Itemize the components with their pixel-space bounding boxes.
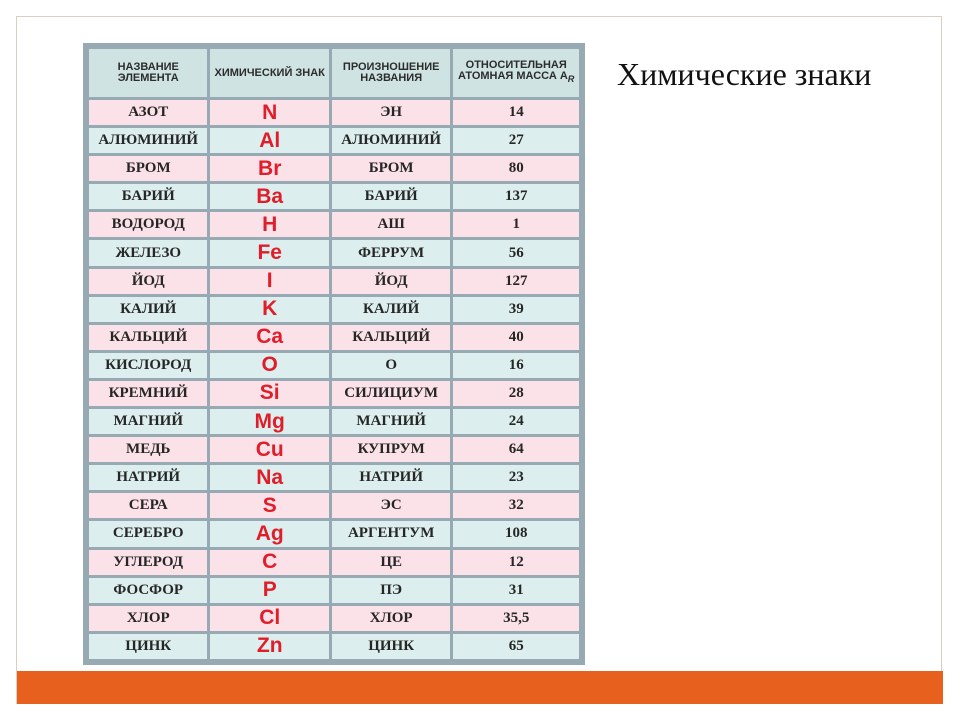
element-name-cell: ЦИНК <box>89 634 207 659</box>
element-name-cell: АЗОТ <box>89 100 207 125</box>
element-name-cell: МАГНИЙ <box>89 409 207 434</box>
element-name-cell: БРОМ <box>89 156 207 181</box>
table-row <box>89 634 579 659</box>
table-row <box>89 325 579 350</box>
table-row <box>89 128 579 153</box>
page-title: Химические знаки <box>617 56 872 92</box>
table-body <box>89 100 579 659</box>
table-header-row <box>89 49 579 97</box>
table-row <box>89 437 579 462</box>
chemical-symbol-cell: Zn <box>210 634 328 659</box>
header-atomic-mass-text: ОТНОСИТЕЛЬНАЯ АТОМНАЯ МАССА A <box>457 59 568 83</box>
element-name-cell: КАЛЬЦИЙ <box>89 325 207 350</box>
chemical-symbol-cell: Al <box>210 128 328 153</box>
chemical-symbol-cell: Fe <box>210 240 328 265</box>
table-row <box>89 240 579 265</box>
atomic-mass-cell: 64 <box>453 437 579 462</box>
table-row <box>89 465 579 490</box>
chemical-symbol-cell: N <box>210 100 328 125</box>
element-name-cell: КРЕМНИЙ <box>89 381 207 406</box>
table-row <box>89 269 579 294</box>
chemical-symbol-cell: P <box>210 578 328 603</box>
chemical-symbol-cell: S <box>210 493 328 518</box>
chemical-symbol-cell: Si <box>210 381 328 406</box>
element-name-cell: КИСЛОРОД <box>89 353 207 378</box>
table-row <box>89 493 579 518</box>
pronunciation-cell: ЦЕ <box>332 550 450 575</box>
chemical-symbol-cell: Br <box>210 156 328 181</box>
atomic-mass-cell: 24 <box>453 409 579 434</box>
element-name-cell: СЕРА <box>89 493 207 518</box>
atomic-mass-cell: 28 <box>453 381 579 406</box>
element-name-cell: ХЛОР <box>89 606 207 631</box>
header-element-name: НАЗВАНИЕ ЭЛЕМЕНТА <box>89 49 207 97</box>
element-name-cell: КАЛИЙ <box>89 297 207 322</box>
chemical-symbol-cell: Ba <box>210 184 328 209</box>
table-row <box>89 550 579 575</box>
chemical-symbol-cell: Ca <box>210 325 328 350</box>
table-row <box>89 521 579 546</box>
chemical-symbol-cell: K <box>210 297 328 322</box>
atomic-mass-cell: 35,5 <box>453 606 579 631</box>
header-chemical-symbol: ХИМИЧЕСКИЙ ЗНАК <box>210 49 328 97</box>
atomic-mass-cell: 127 <box>453 269 579 294</box>
elements-table <box>86 46 582 662</box>
element-name-cell: ВОДОРОД <box>89 212 207 237</box>
pronunciation-cell: ХЛОР <box>332 606 450 631</box>
element-name-cell: МЕДЬ <box>89 437 207 462</box>
atomic-mass-cell: 27 <box>453 128 579 153</box>
header-pronunciation: ПРОИЗНОШЕНИЕ НАЗВАНИЯ <box>332 49 450 97</box>
element-name-cell: СЕРЕБРО <box>89 521 207 546</box>
atomic-mass-cell: 65 <box>453 634 579 659</box>
element-name-cell: ЖЕЛЕЗО <box>89 240 207 265</box>
atomic-mass-cell: 14 <box>453 100 579 125</box>
chemical-symbol-cell: C <box>210 550 328 575</box>
header-atomic-mass-subscript: R <box>567 74 575 85</box>
chemical-symbol-cell: Mg <box>210 409 328 434</box>
pronunciation-cell: БАРИЙ <box>332 184 450 209</box>
atomic-mass-cell: 39 <box>453 297 579 322</box>
pronunciation-cell: МАГНИЙ <box>332 409 450 434</box>
pronunciation-cell: АШ <box>332 212 450 237</box>
atomic-mass-cell: 16 <box>453 353 579 378</box>
elements-table-wrapper <box>83 43 585 665</box>
pronunciation-cell: НАТРИЙ <box>332 465 450 490</box>
table-row <box>89 297 579 322</box>
chemical-symbol-cell: Cu <box>210 437 328 462</box>
bottom-accent-band <box>17 671 943 704</box>
table-row <box>89 184 579 209</box>
pronunciation-cell: КУПРУМ <box>332 437 450 462</box>
element-name-cell: ЙОД <box>89 269 207 294</box>
atomic-mass-cell: 12 <box>453 550 579 575</box>
table-row <box>89 212 579 237</box>
atomic-mass-cell: 31 <box>453 578 579 603</box>
chemical-symbol-cell: Cl <box>210 606 328 631</box>
pronunciation-cell: ЦИНК <box>332 634 450 659</box>
pronunciation-cell: ФЕРРУМ <box>332 240 450 265</box>
element-name-cell: БАРИЙ <box>89 184 207 209</box>
table-row <box>89 100 579 125</box>
element-name-cell: АЛЮМИНИЙ <box>89 128 207 153</box>
atomic-mass-cell: 32 <box>453 493 579 518</box>
atomic-mass-cell: 108 <box>453 521 579 546</box>
chemical-symbol-cell: Na <box>210 465 328 490</box>
atomic-mass-cell: 56 <box>453 240 579 265</box>
table-row <box>89 353 579 378</box>
pronunciation-cell: ПЭ <box>332 578 450 603</box>
pronunciation-cell: ЭН <box>332 100 450 125</box>
chemical-symbol-cell: H <box>210 212 328 237</box>
chemical-symbol-cell: O <box>210 353 328 378</box>
pronunciation-cell: БРОМ <box>332 156 450 181</box>
chemical-symbol-cell: Ag <box>210 521 328 546</box>
atomic-mass-cell: 40 <box>453 325 579 350</box>
pronunciation-cell: ЙОД <box>332 269 450 294</box>
element-name-cell: НАТРИЙ <box>89 465 207 490</box>
pronunciation-cell: О <box>332 353 450 378</box>
header-atomic-mass <box>453 49 579 97</box>
pronunciation-cell: КАЛЬЦИЙ <box>332 325 450 350</box>
table-row <box>89 606 579 631</box>
atomic-mass-cell: 1 <box>453 212 579 237</box>
element-name-cell: УГЛЕРОД <box>89 550 207 575</box>
pronunciation-cell: КАЛИЙ <box>332 297 450 322</box>
pronunciation-cell: АЛЮМИНИЙ <box>332 128 450 153</box>
pronunciation-cell: ЭС <box>332 493 450 518</box>
element-name-cell: ФОСФОР <box>89 578 207 603</box>
atomic-mass-cell: 137 <box>453 184 579 209</box>
atomic-mass-cell: 23 <box>453 465 579 490</box>
table-row <box>89 409 579 434</box>
table-row <box>89 156 579 181</box>
pronunciation-cell: АРГЕНТУМ <box>332 521 450 546</box>
atomic-mass-cell: 80 <box>453 156 579 181</box>
table-row <box>89 381 579 406</box>
table-row <box>89 578 579 603</box>
pronunciation-cell: СИЛИЦИУМ <box>332 381 450 406</box>
chemical-symbol-cell: I <box>210 269 328 294</box>
